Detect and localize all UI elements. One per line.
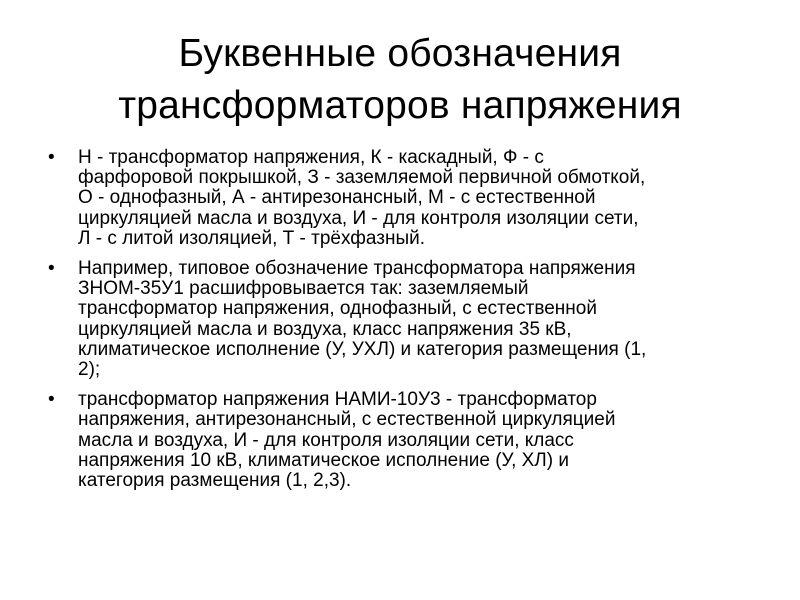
bullet-item-example-znom bbox=[48, 259, 758, 380]
bullet-line: Например, типовое обозначение трансформатора напряжения bbox=[78, 258, 636, 280]
bullet-line: масла и воздуха, И - для контроля изоляции сети, класс bbox=[78, 429, 574, 451]
bullet-line: 2); bbox=[78, 359, 101, 381]
bullet-text bbox=[78, 148, 758, 249]
bullet-line: напряжения 10 кВ, климатическое исполнение (У, ХЛ) и bbox=[78, 449, 569, 471]
bullet-icon: • bbox=[48, 389, 55, 411]
bullet-text bbox=[78, 259, 758, 380]
slide-title-line: трансформаторов напряжения bbox=[118, 84, 682, 127]
bullet-icon: • bbox=[48, 147, 55, 168]
bullet-line: ЗНОМ-35У1 расшифровывается так: заземляемый bbox=[78, 278, 529, 300]
slide-title bbox=[60, 28, 740, 132]
bullet-icon: • bbox=[48, 258, 55, 280]
bullet-line: трансформатор напряжения, однофазный, с естественной bbox=[78, 298, 597, 320]
bullet-line: Н - трансформатор напряжения, К - каскадный, Ф - с bbox=[78, 147, 544, 168]
bullet-line: категория размещения (1, 2,3). bbox=[78, 470, 352, 492]
slide-title-line: Буквенные обозначения bbox=[178, 32, 622, 75]
bullet-text bbox=[78, 390, 758, 491]
bullet-line: циркуляцией масла и воздуха, класс напряжения 35 кВ, bbox=[78, 318, 572, 340]
bullet-line: циркуляцией масла и воздуха, И - для контроля изоляции сети, bbox=[78, 207, 639, 229]
bullet-line: трансформатор напряжения НАМИ-10У3 - трансформатор bbox=[78, 389, 597, 411]
bullet-item-designations bbox=[48, 148, 758, 249]
bullet-line: фарфоровой покрышкой, З - заземляемой первичной обмоткой, bbox=[78, 167, 646, 189]
bullet-line: Л - с литой изоляцией, Т - трёхфазный. bbox=[78, 227, 426, 249]
bullet-item-example-nami bbox=[48, 390, 758, 491]
bullet-line: климатическое исполнение (У, УХЛ) и категория размещения (1, bbox=[78, 338, 647, 360]
bullet-line: О - однофазный, А - антирезонансный, М - с естественной bbox=[78, 187, 596, 209]
bullet-line: напряжения, антирезонансный, с естественной циркуляцией bbox=[78, 409, 616, 431]
bullet-list bbox=[48, 148, 758, 501]
